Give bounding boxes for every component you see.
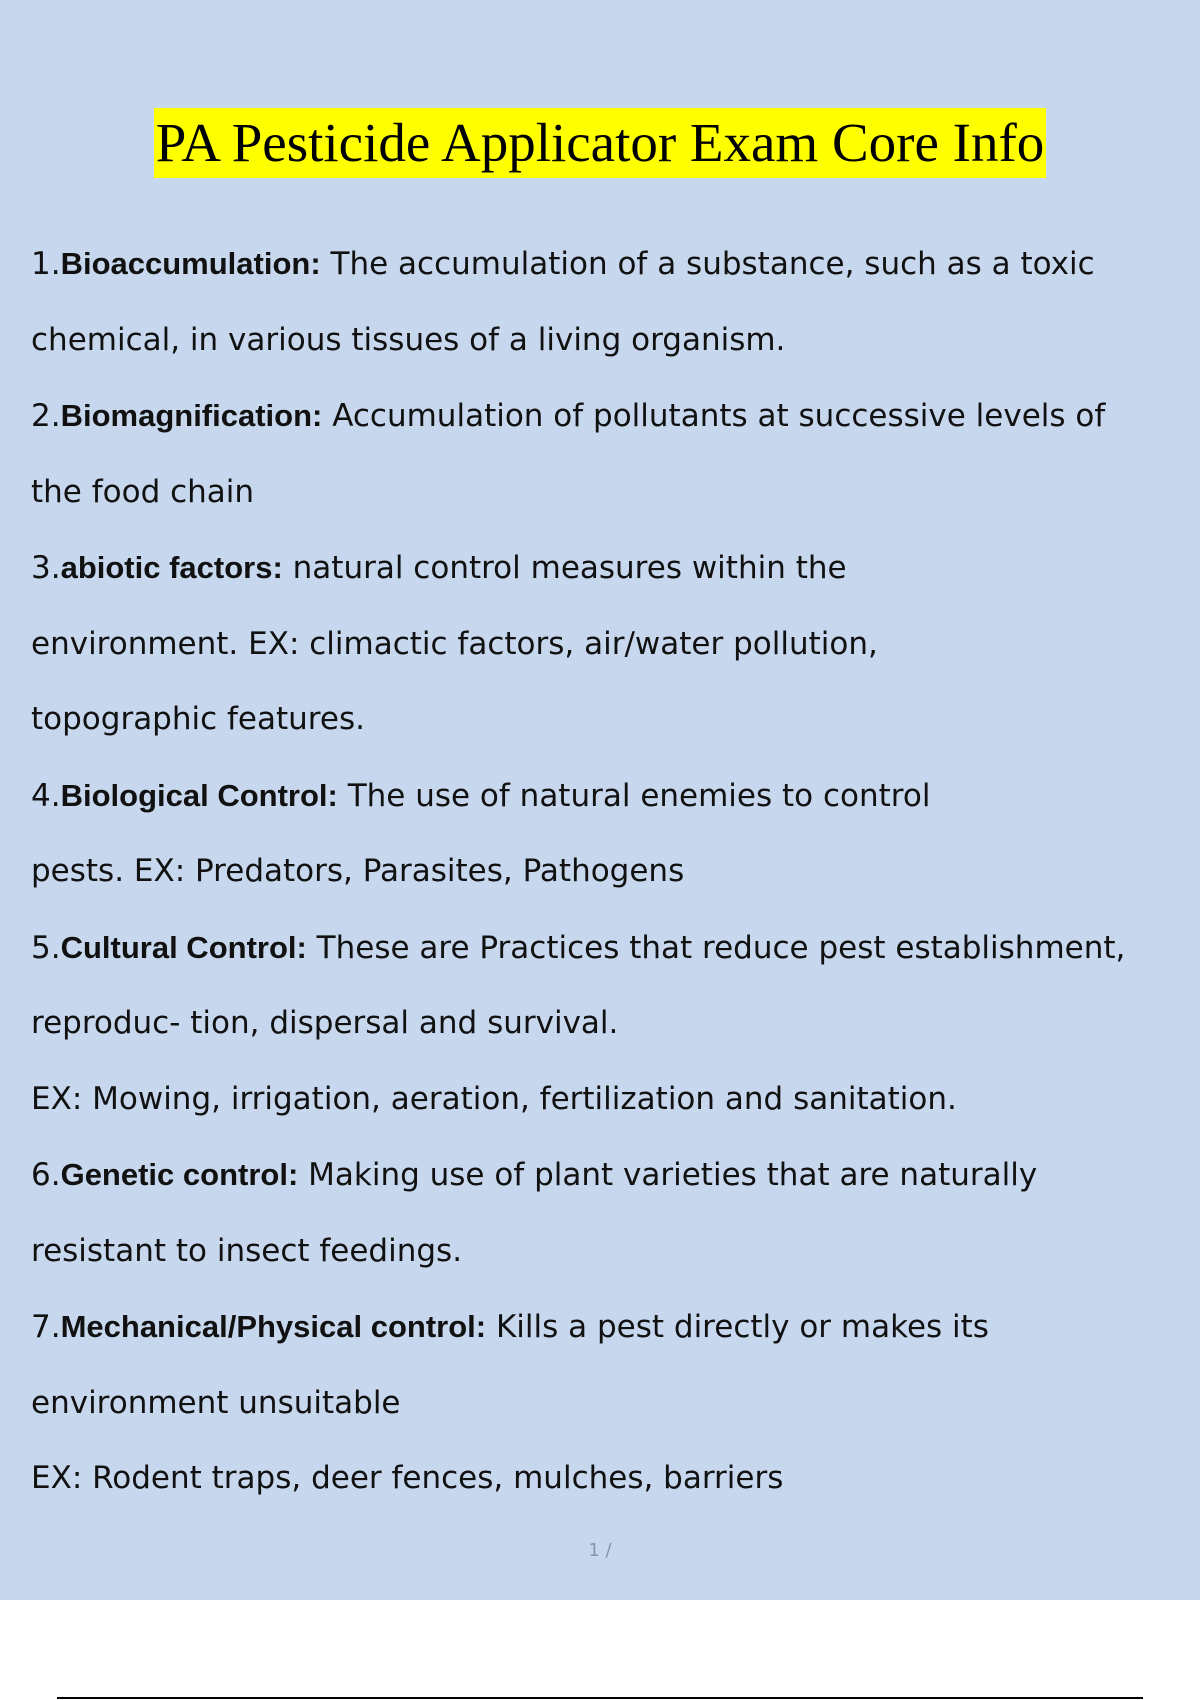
definition-continuation-line: EX: Rodent traps, deer fences, mulches, barriers bbox=[31, 1460, 784, 1496]
title-container bbox=[0, 108, 1200, 178]
footer-rule bbox=[57, 1697, 1143, 1699]
item-number: 5. bbox=[31, 929, 61, 966]
definition-continuation-line: resistant to insect feedings. bbox=[31, 1232, 463, 1269]
definition-first-line bbox=[31, 758, 1191, 835]
definition-text: These are Practices that reduce pest establishment, bbox=[306, 929, 1126, 966]
definition-item bbox=[31, 1289, 1191, 1517]
definition-first-line bbox=[31, 226, 1191, 303]
definition-text: natural control measures within the bbox=[282, 550, 847, 586]
definition-item bbox=[31, 1137, 1191, 1289]
definition-first-line bbox=[31, 378, 1191, 455]
definition-term: Biomagnification: bbox=[60, 398, 323, 433]
definition-term: Mechanical/Physical control: bbox=[60, 1309, 487, 1344]
definition-term: Biological Control: bbox=[60, 777, 338, 813]
definition-continuation-line: reproduc- tion, dispersal and survival. bbox=[31, 1005, 619, 1041]
item-number: 3. bbox=[31, 550, 61, 586]
definition-item bbox=[31, 226, 1191, 378]
definition-text: Accumulation of pollutants at successive levels of bbox=[322, 398, 1106, 434]
definitions-list bbox=[31, 226, 1191, 1517]
definition-continuation-line: EX: Mowing, irrigation, aeration, fertilization and sanitation. bbox=[31, 1080, 957, 1117]
definition-first-line bbox=[31, 1289, 1191, 1366]
definition-text: The use of natural enemies to control bbox=[337, 777, 931, 814]
definition-text: Kills a pest directly or makes its bbox=[486, 1309, 989, 1345]
definition-continuation-line: topographic features. bbox=[31, 701, 365, 737]
document-title: PA Pesticide Applicator Exam Core Info bbox=[154, 108, 1047, 178]
item-number: 6. bbox=[31, 1157, 61, 1193]
definition-text: Making use of plant varieties that are naturally bbox=[298, 1157, 1038, 1193]
definition-first-line bbox=[31, 530, 1191, 607]
definition-item bbox=[31, 530, 1191, 758]
definition-term: Bioaccumulation: bbox=[60, 246, 321, 281]
item-number: 4. bbox=[31, 777, 61, 814]
definition-text: The accumulation of a substance, such as a toxic bbox=[320, 246, 1095, 282]
definition-continuation-line: chemical, in various tissues of a living organism. bbox=[31, 321, 786, 358]
definition-term: Cultural Control: bbox=[60, 929, 307, 965]
page-number: 1 / bbox=[588, 1540, 612, 1561]
definition-item bbox=[31, 910, 1191, 1138]
definition-continuation-line: environment. EX: climactic factors, air/water pollution, bbox=[31, 625, 878, 662]
definition-first-line bbox=[31, 910, 1191, 987]
item-number: 7. bbox=[31, 1309, 61, 1345]
definition-continuation-line: environment unsuitable bbox=[31, 1384, 401, 1421]
item-number: 2. bbox=[31, 398, 61, 434]
item-number: 1. bbox=[31, 246, 61, 282]
definition-continuation-line: pests. EX: Predators, Parasites, Pathogens bbox=[31, 853, 685, 889]
definition-term: Genetic control: bbox=[60, 1157, 299, 1192]
definition-continuation-line: the food chain bbox=[31, 473, 255, 510]
definition-item bbox=[31, 758, 1191, 910]
definition-item bbox=[31, 378, 1191, 530]
definition-first-line bbox=[31, 1137, 1191, 1214]
definition-term: abiotic factors: bbox=[60, 550, 283, 585]
